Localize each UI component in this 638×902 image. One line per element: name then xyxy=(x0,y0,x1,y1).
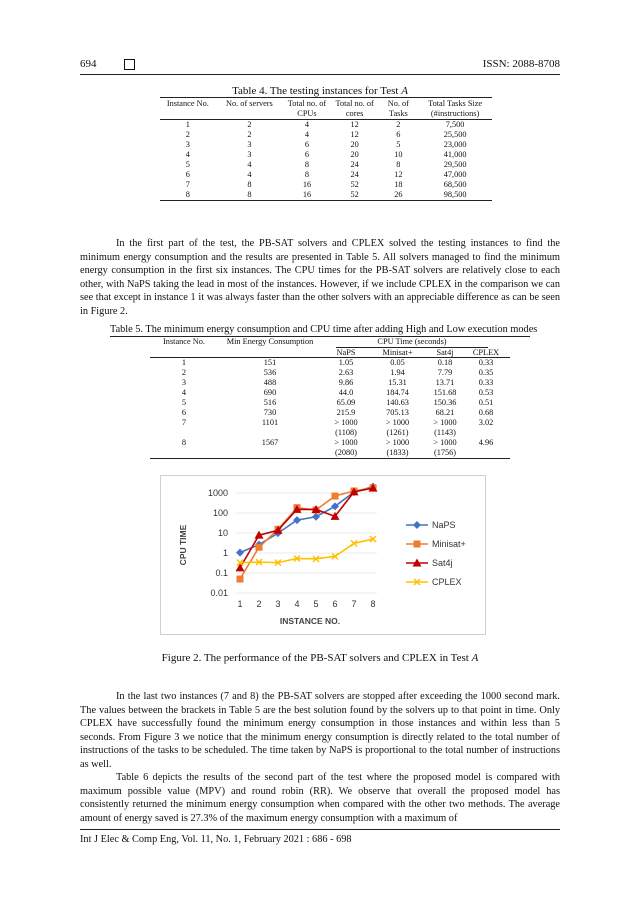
t5-h-naps: NaPS xyxy=(336,348,356,357)
chart-y-tick: 1000 xyxy=(207,488,228,498)
t5-h-instance: Instance No. xyxy=(163,337,205,346)
chart-point xyxy=(236,549,244,557)
table4-cell: 8 xyxy=(396,160,401,169)
table4-cell: 4 xyxy=(185,150,190,159)
table4-cell: 8 xyxy=(216,190,283,201)
paragraph-2: In the last two instances (7 and 8) the PB-SAT solvers are stopped after exceeding the 1000 second mark. The values between the brackets in Table 5 are the best solution found by the solvers up to that point in time. Only CPLEX have successfully found the minimum energy consumption in those instances and within less than 5 seconds. From Figure 3 we notice that the minimum energy consumption is directly related to the total number of instructions of the tasks to be scheduled. The time taken by NaPS is proportional to the total number of instructions as well. xyxy=(80,691,560,770)
table4-cell: 23,000 xyxy=(443,140,467,149)
table5-cell: 151.68 xyxy=(433,388,457,397)
table4-cell: 47,000 xyxy=(443,170,467,179)
t5-h-sat4j: Sat4j xyxy=(436,348,454,357)
chart-x-tick: 6 xyxy=(332,599,338,609)
table4 xyxy=(160,99,492,201)
header-rule xyxy=(80,74,560,75)
table5-cell: 65.09 xyxy=(336,398,356,407)
table5-cell: 1 xyxy=(181,358,187,367)
chart-y-tick: 0.01 xyxy=(210,588,228,598)
table4-cell: 8 xyxy=(160,190,216,201)
table4-row xyxy=(160,150,492,160)
t4-h-servers: No. of servers xyxy=(226,99,273,108)
table5-cell: 0.68 xyxy=(478,408,494,417)
table4-cell: 16 xyxy=(302,180,312,189)
table4-cell: 29,500 xyxy=(443,160,467,169)
t4-h-tasks: No. of Tasks xyxy=(387,99,409,118)
chart-legend-label: Sat4j xyxy=(432,558,453,568)
table4-cell: 3 xyxy=(247,150,252,159)
table4-cell: 5 xyxy=(396,140,401,149)
table4-cell: 12 xyxy=(331,120,379,131)
chart-x-tick: 8 xyxy=(370,599,376,609)
chart-legend-item xyxy=(406,577,462,587)
table4-cell: 8 xyxy=(304,170,310,179)
table5-cell-best: (1108) xyxy=(335,428,357,437)
table5-cell: 140.63 xyxy=(386,398,409,407)
chart-legend-item xyxy=(406,520,456,530)
table4-cell: 2 xyxy=(185,130,190,139)
table4-cell: 16 xyxy=(283,190,331,201)
table5-cell: > 1000 xyxy=(334,438,358,447)
table4-row xyxy=(160,170,492,180)
chart-x-tick: 4 xyxy=(294,599,300,609)
table4-cell: 52 xyxy=(331,190,379,201)
chart-y-ticks xyxy=(208,488,228,598)
table5-cell-best: (1756) xyxy=(433,448,457,457)
table4-header xyxy=(160,99,492,120)
table5-cell: 8 xyxy=(181,438,187,447)
table4-cell: 2 xyxy=(216,120,283,131)
table5-cell: > 1000 xyxy=(385,438,410,447)
table4-cell: 41,000 xyxy=(443,150,467,159)
table4-cell: 4 xyxy=(304,130,310,139)
chart-x-tick: 5 xyxy=(313,599,319,609)
chart-y-tick: 0.1 xyxy=(215,568,228,578)
chart-x-label: INSTANCE NO. xyxy=(279,616,341,626)
table4-cell: 2 xyxy=(247,130,252,139)
table5-cell: 44.0 xyxy=(338,388,354,397)
t5-bottom-rule xyxy=(150,458,510,459)
table5-cell: 0.05 xyxy=(390,358,405,367)
t4-h-instance: Instance No. xyxy=(166,99,209,108)
table4-row xyxy=(160,160,492,170)
table5-cell: 1.94 xyxy=(390,368,405,377)
chart-point xyxy=(236,563,245,571)
chart-legend-label: CPLEX xyxy=(432,577,462,587)
table4-row xyxy=(160,120,492,131)
table4-cell: 3 xyxy=(185,140,190,149)
table5-cell: 5 xyxy=(181,398,187,407)
chart-x-tick: 2 xyxy=(256,599,262,609)
table5-cell-best: (1261) xyxy=(386,428,409,437)
chart-point xyxy=(237,576,244,583)
t5-h-minisat: Minisat+ xyxy=(382,348,413,357)
chart-point xyxy=(332,493,339,500)
table4-cell: 8 xyxy=(247,180,252,189)
table4-cell: 7 xyxy=(185,180,190,189)
chart-legend xyxy=(406,520,466,587)
table4-cell: 18 xyxy=(394,180,403,189)
table4-cell: 6 xyxy=(396,130,401,139)
table4-cell: 6 xyxy=(304,150,310,159)
table5-cell: 3 xyxy=(181,378,187,387)
table5-cell: > 1000 xyxy=(433,418,457,427)
table5-cell: 151 xyxy=(263,358,277,367)
table4-cell: 68,500 xyxy=(443,180,467,189)
table5-cell: 9.86 xyxy=(338,378,354,387)
figure2-caption: Figure 2. The performance of the PB-SAT solvers and CPLEX in Test A xyxy=(161,652,479,664)
table5-cell-best: (1143) xyxy=(434,428,456,437)
table5-cell: 2.63 xyxy=(338,368,354,377)
table5-cell: 0.33 xyxy=(478,378,494,387)
chart-point xyxy=(413,521,421,529)
table4-cell: 7,500 xyxy=(418,120,492,131)
table4-cell: 52 xyxy=(350,180,359,189)
table4-cell: 10 xyxy=(394,150,403,159)
t4-h-size: Total Tasks Size (#instructions) xyxy=(428,99,483,118)
table5-cell: 6 xyxy=(181,408,187,417)
table5-cell: 0.33 xyxy=(478,358,494,367)
table4-cell: 4 xyxy=(247,170,252,179)
table4-cell: 12 xyxy=(394,170,403,179)
table5-cell: 1567 xyxy=(261,438,279,447)
table4-cell: 24 xyxy=(350,170,359,179)
table4-cell: 4 xyxy=(247,160,252,169)
table5-cell: 150.36 xyxy=(433,398,457,407)
chart-legend-item xyxy=(406,558,453,568)
table5-cell: 1.05 xyxy=(338,358,354,367)
footer-rule xyxy=(80,829,560,830)
table5-cell: 536 xyxy=(263,368,277,377)
table4-cell: 20 xyxy=(350,150,359,159)
table5-cell: 7 xyxy=(181,418,187,427)
table5-cell: 0.51 xyxy=(478,398,494,407)
table5-cell: 1101 xyxy=(261,418,279,427)
chart-legend-label: Minisat+ xyxy=(432,539,466,549)
table4-row xyxy=(160,140,492,150)
table5-cell: 15.31 xyxy=(388,378,407,387)
table4-cell: 12 xyxy=(350,130,359,139)
table4-top-rule xyxy=(160,97,492,98)
chart-series-line xyxy=(240,488,373,568)
table5-cell: 0.35 xyxy=(478,368,494,377)
chart-x-tick: 3 xyxy=(275,599,281,609)
table5-cell-best: (2080) xyxy=(334,448,358,457)
table5-cell: 730 xyxy=(263,408,277,417)
table4-cell: 4 xyxy=(283,120,331,131)
chart-x-ticks xyxy=(237,599,375,609)
table4-cell: 8 xyxy=(304,160,310,169)
table4-cell: 1 xyxy=(160,120,216,131)
chart-series xyxy=(236,483,378,583)
table4-cell: 98,500 xyxy=(418,190,492,201)
chart-point xyxy=(414,541,421,548)
table5-cell: 4 xyxy=(181,388,187,397)
table4-cell: 5 xyxy=(185,160,190,169)
table5-cell: 705.13 xyxy=(386,408,409,417)
chart-y-label: CPU TIME xyxy=(178,524,188,566)
chart-y-tick: 1 xyxy=(222,548,228,558)
table5-cell: 184.74 xyxy=(386,388,409,397)
table5-cell: 13.71 xyxy=(435,378,455,387)
chart-legend-item xyxy=(406,539,466,549)
chart-y-tick: 10 xyxy=(217,528,228,538)
paragraph-3: Table 6 depicts the results of the second part of the test where the proposed model is compared with maximum possible value (MPV) and round robin (RR). We observe that overall the proposed model has consistently returned the minimum energy consumption when compared with the other two methods. The average amount of energy saved is 27.3% of the maximum energy consumption with a maximum of xyxy=(80,772,560,824)
chart-y-tick: 100 xyxy=(212,508,228,518)
table4-caption: Table 4. The testing instances for Test A xyxy=(232,85,408,97)
t5-h-cplex: CPLEX xyxy=(472,348,500,357)
table5-cell-best: (1833) xyxy=(386,448,409,457)
table5-cell: 3.02 xyxy=(478,418,494,427)
t4-h-cores: Total no. of cores xyxy=(335,99,374,118)
issn: ISSN: 2088-8708 xyxy=(482,58,560,70)
table4-cell: 6 xyxy=(185,170,190,179)
paragraph-1: In the first part of the test, the PB-SAT solvers and CPLEX solved the testing instances to find the minimum energy consumption and the results are presented in Table 5. All solvers managed to find the minimum energy consumption in the first six instances. The CPU times for the PB-SAT solvers are relatively close to each other, with NaPS taking the lead in most of the instances. However, if we include CPLEX in the comparison we can see that except in instance 1 it was always faster than the other solvers with an appreciable difference as can be seen in Figure 2. xyxy=(80,238,560,317)
chart-point xyxy=(256,544,263,551)
table4-cell: 2 xyxy=(378,120,418,131)
chart-series-cplex xyxy=(237,536,376,566)
table4-cell: 24 xyxy=(350,160,359,169)
chart-x-tick: 7 xyxy=(351,599,357,609)
table4-row xyxy=(160,190,492,201)
chart-x-tick: 1 xyxy=(237,599,243,609)
table5-cell: 68.21 xyxy=(435,408,455,417)
page-number: 694 xyxy=(80,58,97,70)
table4-cell: 26 xyxy=(378,190,418,201)
table5-cell: 488 xyxy=(263,378,277,387)
table5-cell: 0.18 xyxy=(437,358,453,367)
table4-cell: 25,500 xyxy=(443,130,467,139)
table4-cell: 20 xyxy=(350,140,359,149)
table4-row xyxy=(160,130,492,140)
t5-h-energy: Min Energy Consumption xyxy=(226,337,314,346)
table5-cell: 4.96 xyxy=(478,438,494,447)
table5-cell: > 1000 xyxy=(433,438,457,447)
table4-cell: 3 xyxy=(247,140,252,149)
table5-cell: 215.9 xyxy=(336,408,356,417)
chart-point xyxy=(312,513,320,521)
t4-h-cpus: Total no. of CPUs xyxy=(287,99,327,118)
figure2-chart xyxy=(160,475,486,635)
table5-cell: 2 xyxy=(181,368,187,377)
table5-cell: 0.53 xyxy=(478,388,494,397)
table5-caption: Table 5. The minimum energy consumption and CPU time after adding High and Low execution modes xyxy=(110,324,538,335)
chart-legend-label: NaPS xyxy=(432,520,456,530)
table5-cell: 690 xyxy=(263,388,277,397)
table5-cell: 516 xyxy=(263,398,277,407)
square-icon xyxy=(124,59,135,70)
table5-cell: > 1000 xyxy=(334,418,358,427)
table4-cell: 6 xyxy=(304,140,310,149)
t5-h-cpu: CPU Time (seconds) xyxy=(377,337,447,346)
footer-citation: Int J Elec & Comp Eng, Vol. 11, No. 1, February 2021 : 686 - 698 xyxy=(80,834,352,845)
table4-row xyxy=(160,180,492,190)
table5-cell: 7.79 xyxy=(437,368,453,377)
table5-cell: > 1000 xyxy=(385,418,410,427)
